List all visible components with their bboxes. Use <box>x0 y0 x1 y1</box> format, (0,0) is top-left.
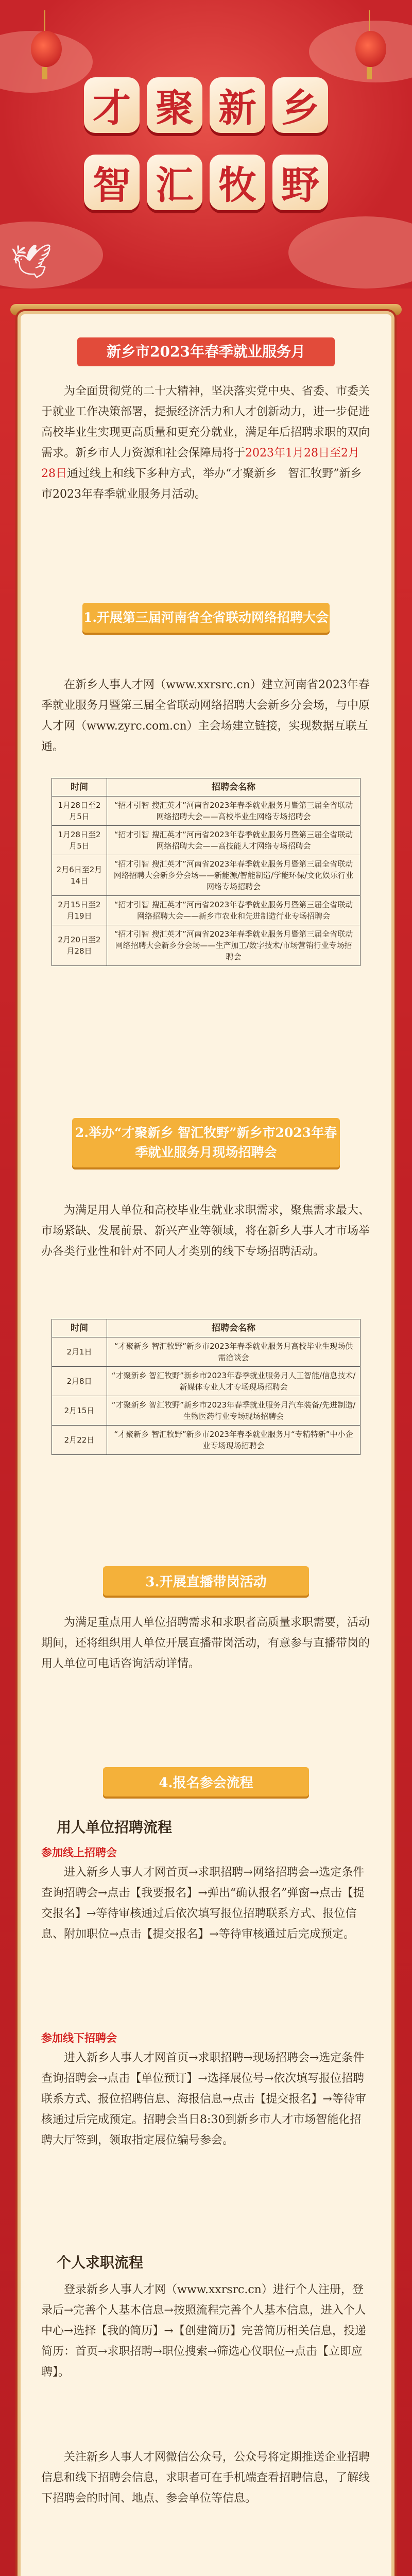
table-header: 时间 <box>52 778 107 796</box>
table-header: 招聘会名称 <box>107 1319 360 1337</box>
table-row <box>52 826 360 855</box>
section2-paragraph: 为满足用人单位和高校毕业生就业求职需求，聚焦需求最大、市场紧缺、发展前景、新兴产业等领域，将在新乡人事人才市场举办各类行业性和针对不同人才类别的线下专场招聘活动。 <box>41 1204 370 1258</box>
table-cell: “招才引智 搜汇英才”河南省2023年春季就业服务月暨第三届全省联动网络招聘大会新乡分会场——生产加工/数字技术/市场营销行业专场招聘会 <box>107 925 360 966</box>
title-char: 乡 <box>272 77 328 133</box>
table-cell: “招才引智 搜汇英才”河南省2023年春季就业服务月暨第三届全省联动网络招聘大会——高技能人才网络专场招聘会 <box>107 826 360 855</box>
table-header: 招聘会名称 <box>107 778 360 796</box>
table-row <box>52 1426 360 1455</box>
intro-text: 为全面贯彻党的二十大精神，坚决落实党中央、省委、市委关于就业工作决策部署，提振经济活力和人才创新动力，进一步促进高校毕业生实现更高质量和更充分就业，满足年后招聘求职的双向需求。新乡市人力资源和社会保障局将于 <box>41 385 370 460</box>
scroll-rod-top <box>10 304 402 315</box>
table-cell: “才聚新乡 智汇牧野”新乡市2023年春季就业服务月汽车装备/先进制造/生物医药行业专场现场招聘会 <box>107 1396 360 1426</box>
crane-icon: 🕊 <box>10 243 53 281</box>
section1-table <box>52 778 360 966</box>
offline-steps: 进入新乡人事人才网首页→求职招聘→现场招聘会→选定条件查询招聘会→点击【单位预订】→选择展位号→依次填写报位招聘联系方式、报位招聘信息、海报信息→点击【提交报名】→等待审核通过后完成预定。招聘会当日8:30到新乡市人才市场智能化招聘大厅签到，领取指定展位编号参会。 <box>41 2052 366 2147</box>
table-header: 时间 <box>52 1319 107 1337</box>
wechat-note: 关注新乡人事人才网微信公众号，公众号将定期推送企业招聘信息和线下招聘会信息，求职者可在手机端查看招聘信息，了解线下招聘会的时间、地点、参会单位等信息。 <box>41 2451 370 2505</box>
seeker-steps: 登录新乡人事人才网（www.xxrsrc.cn）进行个人注册，登录后→完善个人基本信息→按照流程完善个人基本信息，进入个人中心→选择【我的简历】→【创建简历】完善简历相关信息，投递简历：首页→求职招聘→职位搜索→筛选心仪职位→点击【立即应聘】。 <box>41 2283 366 2379</box>
table-row <box>52 796 360 826</box>
table-row <box>52 1337 360 1367</box>
table-row <box>52 1396 360 1426</box>
title-char: 才 <box>84 77 140 133</box>
employer-flow-title: 用人单位招聘流程 <box>57 1819 173 1836</box>
section4-heading: 4.报名参会流程 <box>103 1767 309 1797</box>
table-cell: 2月1日 <box>52 1337 107 1367</box>
table-cell: “招才引智 搜汇英才”河南省2023年春季就业服务月暨第三届全省联动网络招聘大会——高校毕业生网络专场招聘会 <box>107 796 360 826</box>
table-cell: 1月28日至2月5日 <box>52 826 107 855</box>
table-cell: 1月28日至2月5日 <box>52 796 107 826</box>
table-cell: “招才引智 搜汇英才”河南省2023年春季就业服务月暨第三届全省联动网络招聘大会新乡分会场——新能源/智能制造/学能环保/文化娱乐行业网络专场招聘会 <box>107 855 360 896</box>
section3-paragraph: 为满足重点用人单位招聘需求和求职者高质量求职需要，活动期间，还将组织用人单位开展直播带岗活动，有意参与直播带岗的用人单位可电话咨询活动详情。 <box>41 1616 370 1670</box>
banner-title: 新乡市2023年春季就业服务月 <box>77 337 335 366</box>
lantern-icon <box>31 31 62 67</box>
table-cell: “招才引智 搜汇英才”河南省2023年春季就业服务月暨第三届全省联动网络招聘大会——新乡市农业和先进制造行业专场招聘会 <box>107 896 360 925</box>
table-row <box>52 855 360 896</box>
table-cell: 2月20日至2月28日 <box>52 925 107 966</box>
table-cell: “才聚新乡 智汇牧野”新乡市2023年春季就业服务月高校毕业生现场供需洽谈会 <box>107 1337 360 1367</box>
section1-paragraph: 在新乡人事人才网（www.xxrsrc.cn）建立河南省2023年春季就业服务月暨第三届全省联动网络招聘大会新乡分会场，与中原人才网（www.zyrc.com.cn）主会场建立链接，实现数据互联互通。 <box>41 679 370 753</box>
table-cell: “才聚新乡 智汇牧野”新乡市2023年春季就业服务月“专精特新”中小企业专场现场招聘会 <box>107 1426 360 1455</box>
table-row <box>52 925 360 966</box>
title-char: 聚 <box>147 77 202 133</box>
section2-table <box>52 1319 360 1455</box>
table-row <box>52 896 360 925</box>
cloud-decoration <box>288 216 412 289</box>
title-char: 汇 <box>147 155 202 210</box>
lantern-icon <box>355 31 386 67</box>
table-cell: 2月22日 <box>52 1426 107 1455</box>
hero-title-line1 <box>0 77 412 133</box>
title-char: 牧 <box>210 155 265 210</box>
section1-heading: 1.开展第三届河南省全省联动网络招聘大会 <box>82 603 330 633</box>
offline-label: 参加线下招聘会 <box>41 2031 117 2044</box>
section3-heading: 3.开展直播带岗活动 <box>103 1566 309 1596</box>
table-cell: 2月6日至2月14日 <box>52 855 107 896</box>
section2-heading: 2.举办“才聚新乡 智汇牧野”新乡市2023年春季就业服务月现场招聘会 <box>72 1118 340 1167</box>
table-row <box>52 1367 360 1396</box>
intro-text: 通过线上和线下多种方式，举办“才聚新乡 智汇牧野”新乡市2023年春季就业服务月活动。 <box>41 467 362 501</box>
hero-title-line2 <box>0 155 412 210</box>
table-cell: 2月15日至2月19日 <box>52 896 107 925</box>
intro-date: 2023年1月28日至2月28日 <box>41 447 359 480</box>
title-char: 野 <box>272 155 328 210</box>
title-char: 新 <box>210 77 265 133</box>
hero-banner <box>0 0 412 289</box>
online-label: 参加线上招聘会 <box>41 1846 117 1859</box>
content-scroll <box>21 314 391 2576</box>
table-cell: 2月8日 <box>52 1367 107 1396</box>
online-steps: 进入新乡人事人才网首页→求职招聘→网络招聘会→选定条件查询招聘会→点击【我要报名】→弹出“确认报名”弹窗→点击【提交报名】→等待审核通过后依次填写报位招聘联系方式、报位信息、附加职位→点击【提交报名】→等待审核通过后完成预定。 <box>41 1866 365 1941</box>
table-cell: “才聚新乡 智汇牧野”新乡市2023年春季就业服务月人工智能/信息技术/新媒体专业人才专场现场招聘会 <box>107 1367 360 1396</box>
seeker-flow-title: 个人求职流程 <box>57 2254 144 2271</box>
intro-paragraph <box>41 381 371 505</box>
table-cell: 2月15日 <box>52 1396 107 1426</box>
title-char: 智 <box>84 155 140 210</box>
